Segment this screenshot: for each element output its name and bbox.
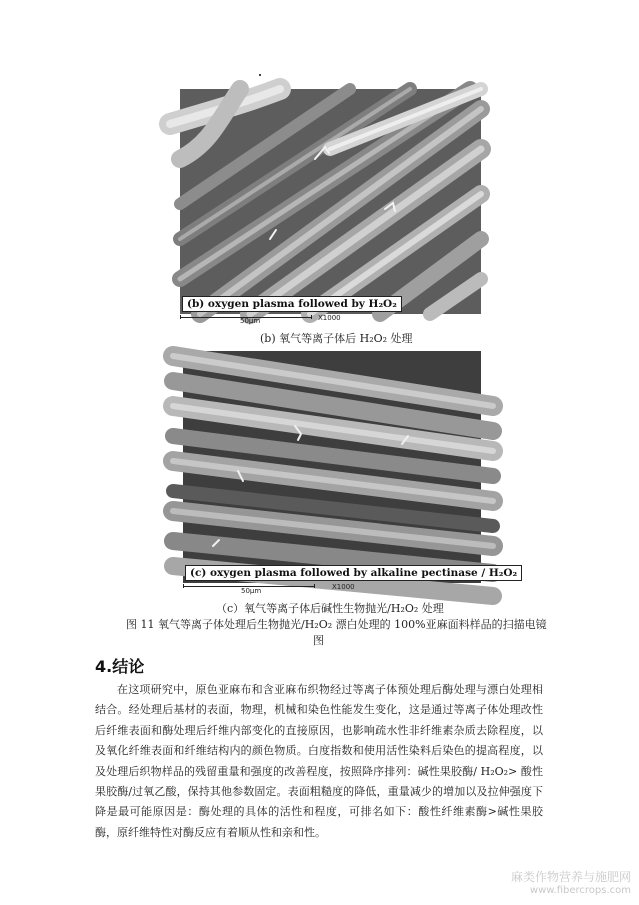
caption-b: (b) 氧气等离子体后 H₂O₂ 处理 <box>260 332 413 345</box>
magnification-c: X1000 <box>332 583 355 591</box>
figure-title: 图 11 氧气等离子体处理后生物抛光/H₂O₂ 漂白处理的 100%亚麻面料样品的扫描电镜 <box>126 618 547 631</box>
section-heading: 4.结论 <box>95 657 145 676</box>
scale-label-b: 50μm <box>240 317 261 325</box>
sem-label-b: (b) oxygen plasma followed by H₂O₂ <box>182 296 402 312</box>
magnification-b: X1000 <box>318 314 341 322</box>
fiber-micrograph-c <box>183 351 481 583</box>
scale-label-c: 50μm <box>241 587 262 595</box>
conclusion-text: 在这项研究中，原色亚麻布和含亚麻布织物经过等离子体预处理后酶处理与漂白处理相结合。经处理后基材的表面，物理，机械和染色性能发生变化，这是通过等离子体处理改性后纤维表面和酶处理后纤维内部变化的直接原因，也影响疏水性非纤维素杂质去除程度，以及氧化纤维表面和纤维结构内的颜色物质。白度指数和使用活性染料后染色的提高程度，以及处理后织物样品的残留重量和强度的改善程度，按照降序排列：碱性果胶酶/ H₂O₂> 酸性果胶酶/过氧乙酸，保持其他参数固定。表面粗糙度的降低，重量减少的增加以及拉伸强度下降是最可能原因是：酶处理的具体的活性和程度，可排名如下：酸性纤维素酶>碱性果胶酶，原纤维特性对酶反应有着顺从性和亲和性。 <box>95 683 543 839</box>
sem-image-b <box>180 89 481 314</box>
figure-title-cont: 图 <box>313 634 324 647</box>
sem-image-c <box>183 351 518 583</box>
caption-c: （c）氧气等离子体后碱性生物抛光/H₂O₂ 处理 <box>216 602 444 615</box>
sem-label-c: (c) oxygen plasma followed by alkaline pectinase / H₂O₂ <box>185 565 522 581</box>
stray-dot <box>259 74 261 76</box>
watermark-title: 麻类作物营养与施肥网 <box>510 870 631 884</box>
fiber-micrograph-b <box>180 89 481 314</box>
watermark-url: www.fibercrops.com <box>529 885 631 896</box>
conclusion-paragraph <box>95 680 543 843</box>
